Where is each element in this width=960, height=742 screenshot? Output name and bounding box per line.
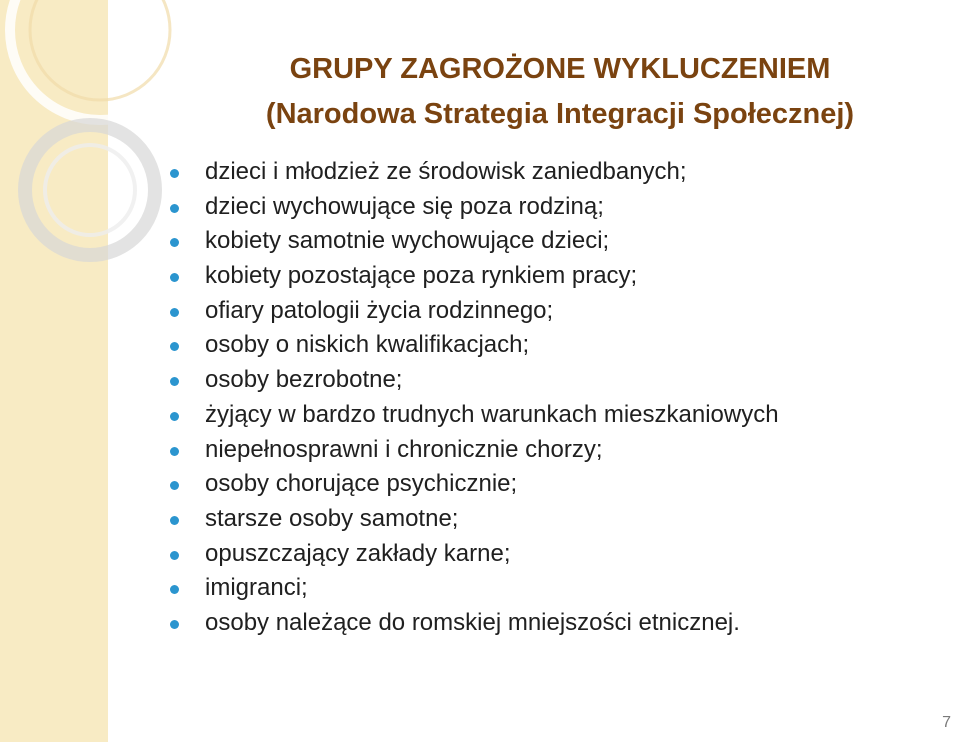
bullet-text: imigranci; bbox=[205, 574, 308, 602]
bullet-item bbox=[170, 190, 930, 225]
bullet-item bbox=[170, 259, 930, 294]
bullet-icon bbox=[170, 204, 179, 213]
bullet-text: niepełnosprawni i chronicznie chorzy; bbox=[205, 435, 603, 463]
bullet-text: osoby bezrobotne; bbox=[205, 366, 403, 394]
bullet-item bbox=[170, 363, 930, 398]
bullet-text: dzieci wychowujące się poza rodziną; bbox=[205, 192, 604, 220]
bullet-text: osoby o niskich kwalifikacjach; bbox=[205, 331, 530, 359]
bullet-item bbox=[170, 606, 930, 641]
bullet-item bbox=[170, 155, 930, 190]
bullet-icon bbox=[170, 412, 179, 421]
page-number: 7 bbox=[942, 714, 951, 731]
bullet-text: opuszczający zakłady karne; bbox=[205, 539, 511, 567]
bullet-item bbox=[170, 294, 930, 329]
bullet-icon bbox=[170, 169, 179, 178]
bullet-text: ofiary patologii życia rodzinnego; bbox=[205, 296, 554, 324]
slide-title: GRUPY ZAGROŻONE WYKLUCZENIEM bbox=[289, 53, 831, 85]
bullet-icon bbox=[170, 447, 179, 456]
bullet-item bbox=[170, 224, 930, 259]
bullet-icon bbox=[170, 481, 179, 490]
slide-subtitle: (Narodowa Strategia Integracji Społecznej) bbox=[265, 98, 855, 130]
bullet-text: dzieci i młodzież ze środowisk zaniedbanych; bbox=[205, 158, 687, 185]
bullet-item bbox=[170, 467, 930, 502]
bullet-item bbox=[170, 502, 930, 537]
bullet-icon bbox=[170, 273, 179, 282]
bullet-icon bbox=[170, 377, 179, 386]
bullet-list bbox=[170, 155, 930, 641]
bullet-item bbox=[170, 571, 930, 606]
bullet-icon bbox=[170, 620, 179, 629]
bullet-text: osoby należące do romskiej mniejszości etnicznej. bbox=[205, 608, 740, 636]
bullet-item bbox=[170, 328, 930, 363]
bullet-text: osoby chorujące psychicznie; bbox=[205, 470, 518, 498]
bullet-icon bbox=[170, 342, 179, 351]
bullet-text: starsze osoby samotne; bbox=[205, 504, 459, 532]
bullet-icon bbox=[170, 551, 179, 560]
bullet-text: żyjący w bardzo trudnych warunkach mieszkaniowych bbox=[205, 400, 779, 428]
bullet-icon bbox=[170, 585, 179, 594]
bullet-item bbox=[170, 537, 930, 572]
bullet-icon bbox=[170, 308, 179, 317]
bullet-icon bbox=[170, 238, 179, 247]
bullet-icon bbox=[170, 516, 179, 525]
bullet-text: kobiety samotnie wychowujące dzieci; bbox=[205, 227, 610, 255]
bullet-text: kobiety pozostające poza rynkiem pracy; bbox=[205, 262, 638, 290]
bullet-item bbox=[170, 433, 930, 468]
bullet-item bbox=[170, 398, 930, 433]
